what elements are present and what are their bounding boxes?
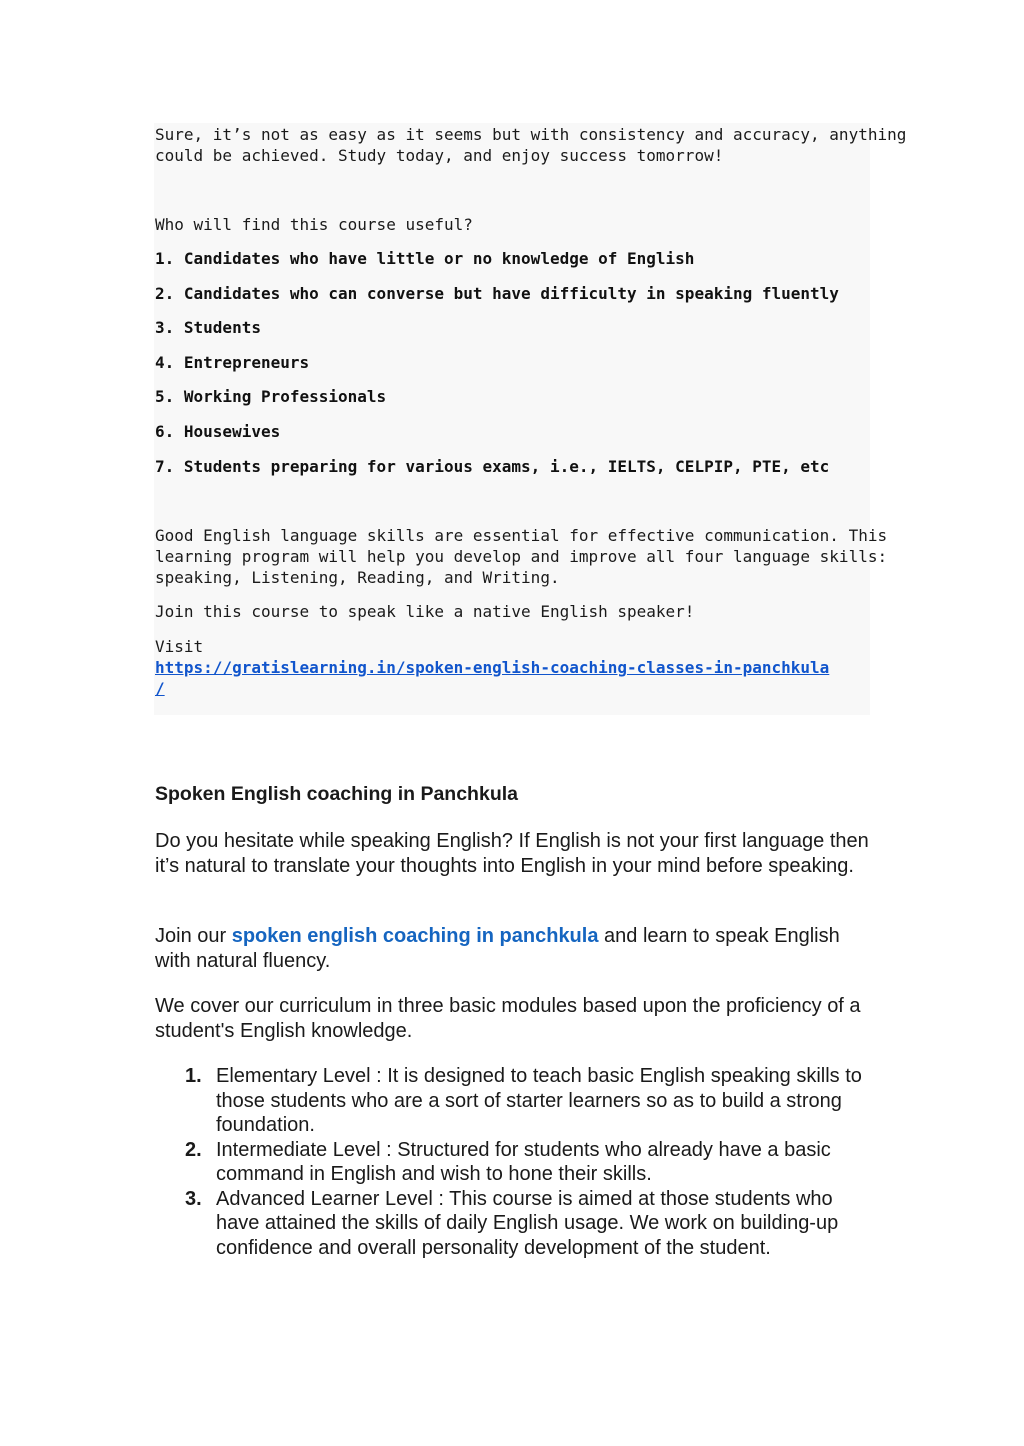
level-text: Elementary Level : It is designed to teach basic English speaking skills to those students who are a sort of starter learners so as to build a strong foundation. <box>216 1065 862 1136</box>
coaching-link[interactable]: spoken english coaching in panchkula <box>231 925 599 947</box>
intro-paragraph: Do you hesitate while speaking English? If English is not your first language then it’s natural to translate your thoughts into English in your mind before speaking. <box>155 830 869 877</box>
levels-list <box>155 1064 871 1260</box>
intro-line-2: could be achieved. Study today, and enjoy success tomorrow! <box>155 146 724 165</box>
audience-item: 2. Candidates who can converse but have difficulty in speaking fluently <box>155 284 839 303</box>
section-heading: Spoken English coaching in Panchkula <box>155 783 518 805</box>
level-text: Intermediate Level : Structured for students who already have a basic command in English and wish to hone their skills. <box>216 1138 831 1185</box>
course-url-link[interactable]: https://gratislearning.in/spoken-english-coaching-classes-in-panchkula <box>155 658 830 677</box>
skills-line-1: Good English language skills are essential for effective communication. This <box>155 526 888 545</box>
curriculum-paragraph: We cover our curriculum in three basic modules based upon the proficiency of a student's English knowledge. <box>155 995 861 1042</box>
list-number: 3. <box>185 1187 202 1210</box>
list-number: 1. <box>185 1065 202 1087</box>
join-prefix: Join our <box>155 925 232 947</box>
join-native-text: Join this course to speak like a native English speaker! <box>155 602 695 621</box>
join-paragraph <box>155 924 871 973</box>
audience-item: 7. Students preparing for various exams, i.e., IELTS, CELPIP, PTE, etc <box>155 457 830 476</box>
course-url-link-tail[interactable]: / <box>155 679 165 698</box>
audience-item: 6. Housewives <box>155 422 281 441</box>
visit-label: Visit <box>155 637 204 656</box>
audience-item: 3. Students <box>155 318 261 337</box>
list-item <box>155 1187 871 1261</box>
highlighted-block <box>154 123 870 715</box>
skills-line-2: learning program will help you develop and improve all four language skills: <box>155 547 888 566</box>
audience-item: 4. Entrepreneurs <box>155 353 310 372</box>
list-item <box>155 1138 871 1187</box>
join-suffix: and learn to speak English with natural fluency. <box>155 925 840 972</box>
level-text: Advanced Learner Level : This course is aimed at those students who have attained the skills of daily English usage. We work on building-up confidence and overall personality development of the student. <box>216 1187 839 1259</box>
list-number: 2. <box>185 1138 202 1161</box>
audience-item: 5. Working Professionals <box>155 387 387 406</box>
skills-line-3: speaking, Listening, Reading, and Writing. <box>155 568 560 587</box>
list-item <box>155 1064 871 1138</box>
audience-question: Who will find this course useful? <box>155 215 473 234</box>
intro-line-1: Sure, it’s not as easy as it seems but with consistency and accuracy, anything <box>155 125 907 144</box>
audience-item: 1. Candidates who have little or no knowledge of English <box>155 249 695 268</box>
